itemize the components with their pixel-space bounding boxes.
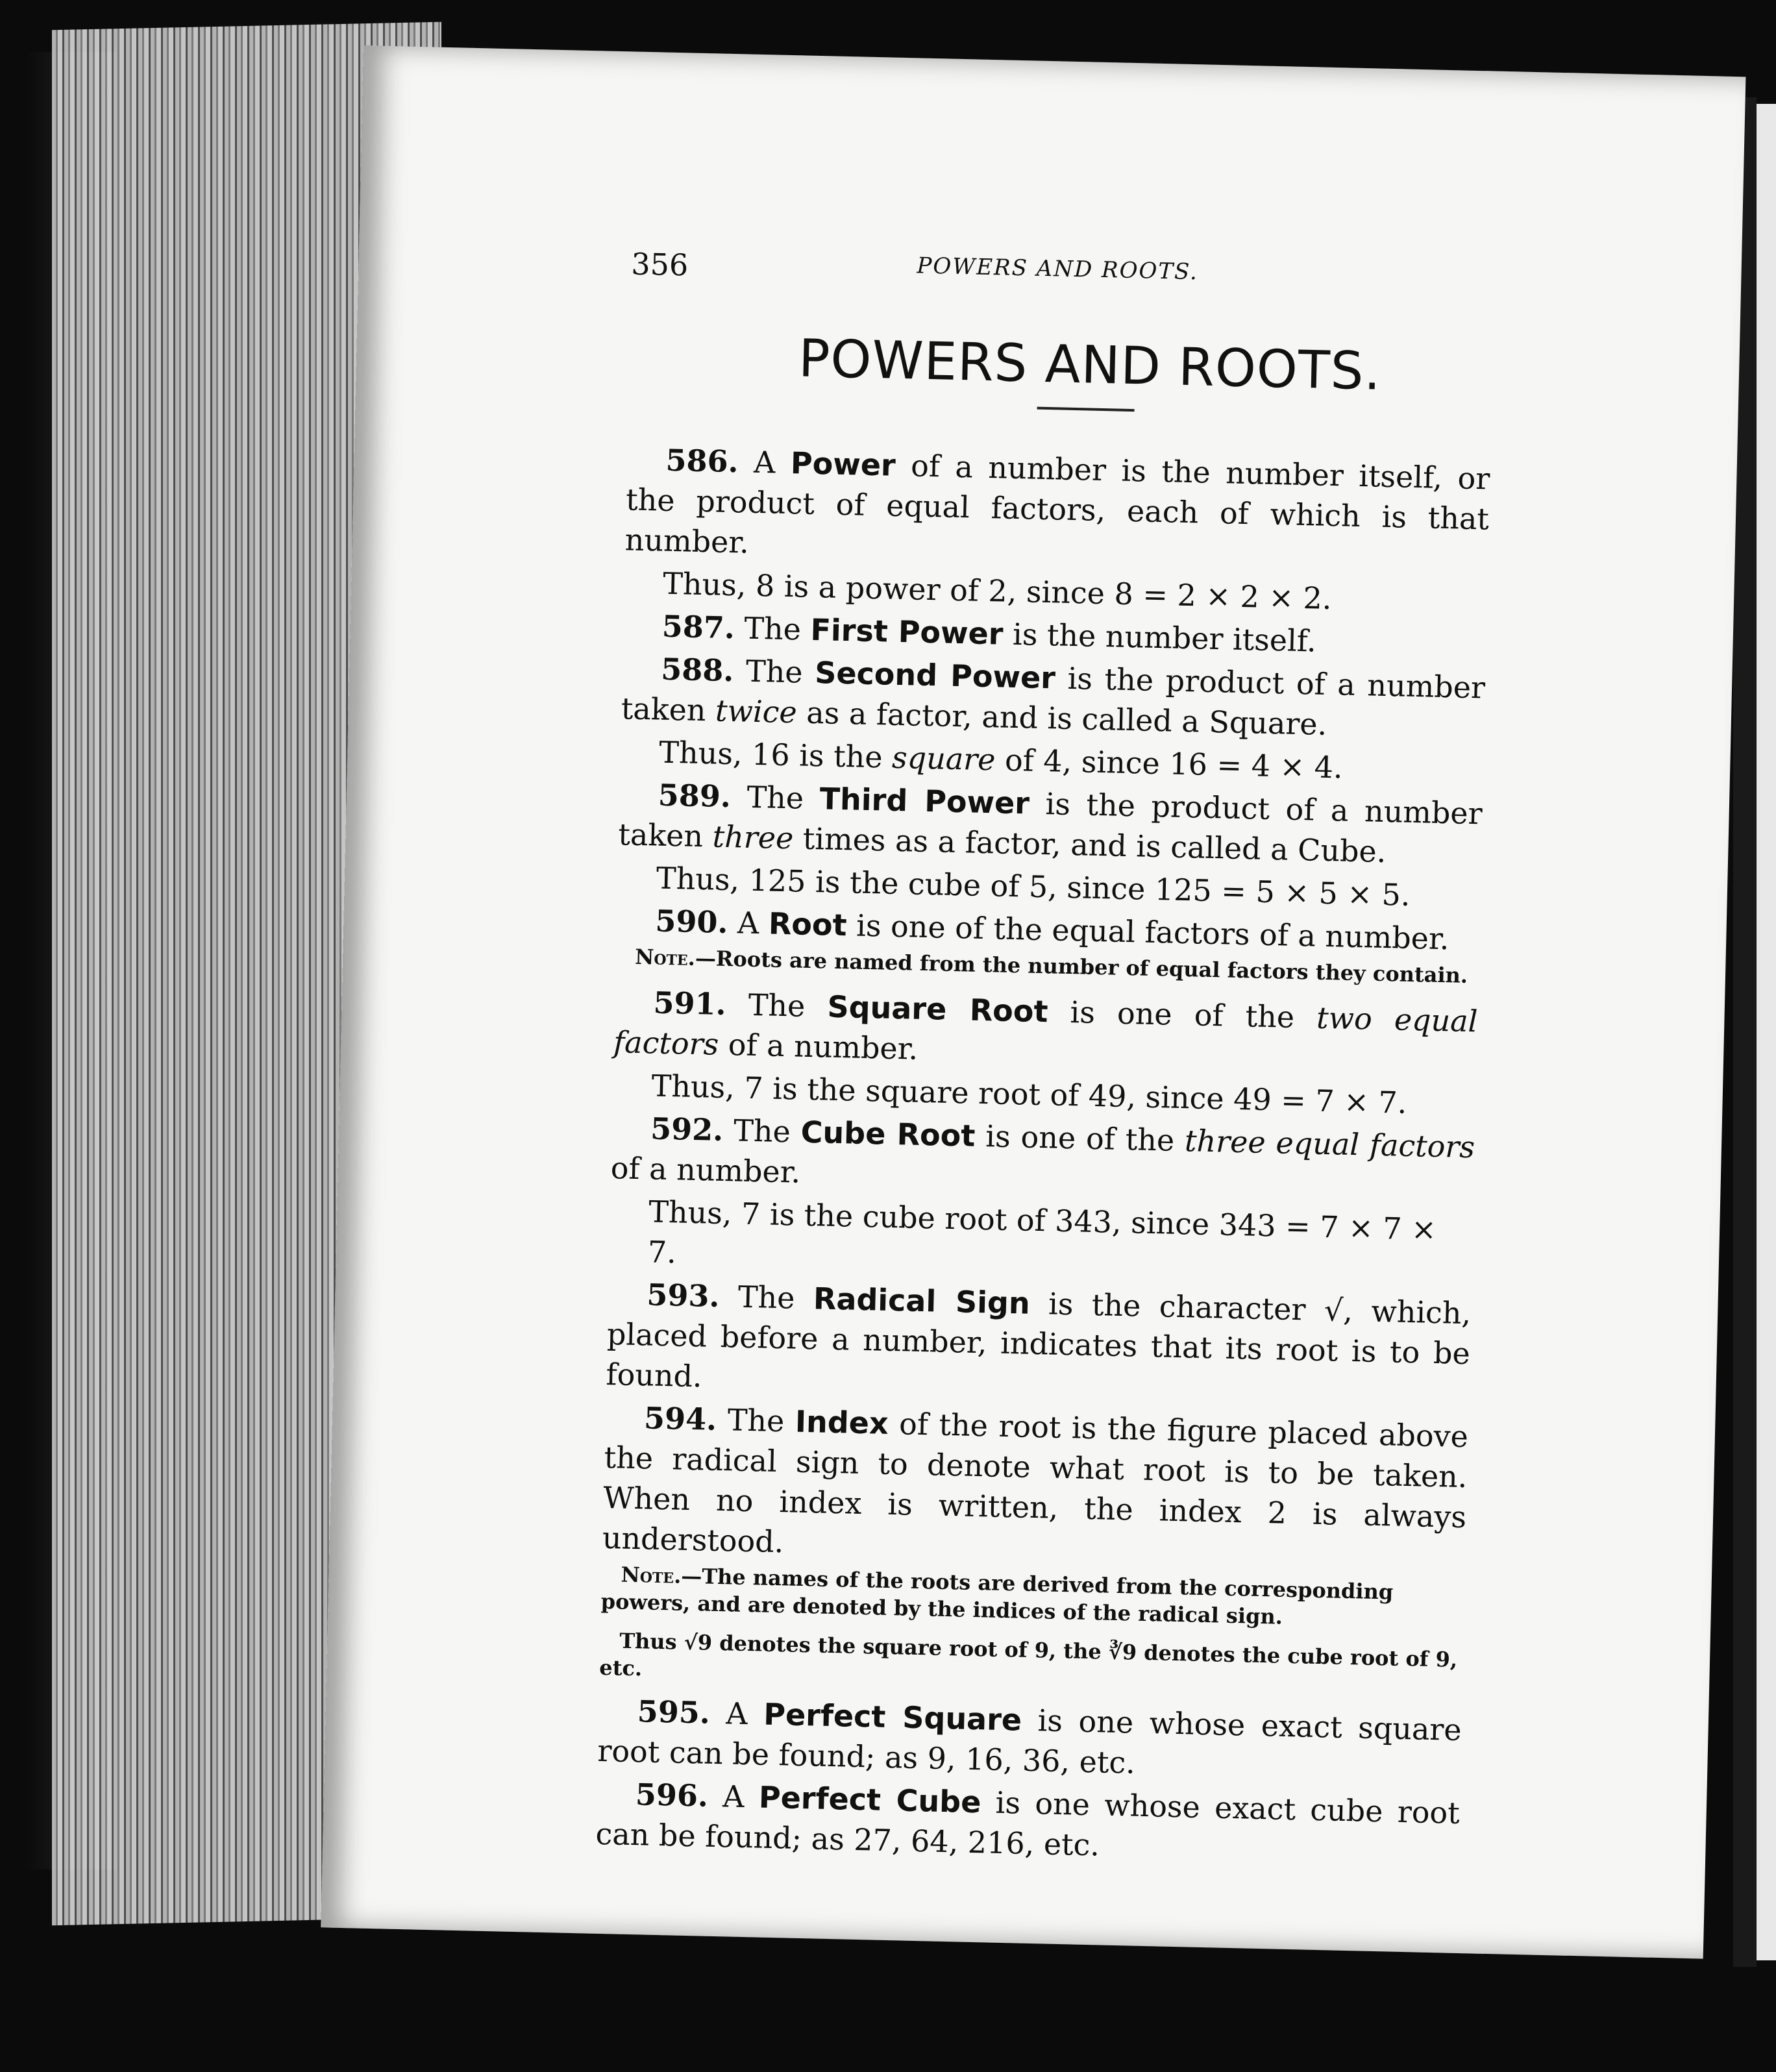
section-594 — [602, 1397, 1468, 1577]
note-label: Note. — [634, 944, 696, 970]
chapter-title: POWERS AND ROOTS. — [798, 328, 1382, 402]
defined-term: Perfect Cube — [758, 1779, 982, 1820]
section-lead: The — [746, 779, 804, 816]
running-title: POWERS AND ROOTS. — [917, 253, 1199, 286]
section-text: times as a factor, and is called a Cube. — [802, 820, 1387, 870]
section-lead: The — [748, 987, 806, 1024]
radical-example: Thus √9 denotes the square root of 9, the ∛9 denotes the cube root of 9, etc. — [598, 1628, 1458, 1681]
section-lead: A — [722, 1779, 745, 1814]
section-number: 594. — [643, 1400, 717, 1437]
section-text: is one whose exact cube root can be found; as 27, 64, 216, etc. — [595, 1784, 1461, 1863]
section-text: is one of the equal factors of a number. — [856, 907, 1450, 957]
section-number: 591. — [653, 985, 727, 1022]
title-rule — [1037, 407, 1135, 412]
defined-term: Root — [768, 906, 848, 943]
emphasis: three equal factors — [1184, 1123, 1475, 1165]
section-589 — [618, 774, 1483, 874]
section-number: 593. — [646, 1277, 721, 1314]
section-text: of the root is the figure placed above the radical sign to denote what root is to be taken. When no index is written, the index 2 is always understood. — [602, 1406, 1469, 1560]
defined-term: Radical Sign — [813, 1281, 1031, 1321]
example-text: of 4, since 16 = 4 × 4. — [1004, 742, 1344, 785]
section-588 — [621, 648, 1485, 748]
defined-term: Cube Root — [800, 1114, 976, 1153]
page-text — [595, 246, 1495, 1876]
section-number: 587. — [661, 608, 735, 646]
section-lead: The — [743, 610, 802, 647]
defined-term: Index — [795, 1403, 889, 1441]
emphasis: three — [712, 819, 794, 856]
page-number: 356 — [630, 246, 689, 283]
section-595 — [597, 1690, 1462, 1790]
section-number: 588. — [660, 651, 734, 689]
example-text: Thus, 16 is the — [658, 734, 883, 775]
section-591 — [613, 981, 1478, 1081]
section-lead: A — [753, 444, 776, 480]
section-lead: The — [727, 1402, 785, 1439]
emphasis: two equal factors — [613, 1000, 1478, 1062]
section-592 — [610, 1107, 1475, 1207]
defined-term: Square Root — [826, 989, 1049, 1030]
section-lead: The — [737, 1279, 796, 1316]
note-label: Note. — [621, 1562, 682, 1588]
note-text: —The names of the roots are derived from the corresponding powers, and are denoted by the indices of the radical sign. — [600, 1563, 1394, 1629]
section-lead: A — [725, 1696, 748, 1732]
running-head — [630, 246, 1494, 317]
facing-page-edge — [1757, 104, 1776, 1960]
note-text: —Roots are named from the number of equal factors they contain. — [695, 945, 1468, 988]
section-text: of a number is the number itself, or the product of equal factors, each of which is that number. — [624, 448, 1490, 560]
section-text: is the product of a number taken — [621, 660, 1486, 728]
emphasis: twice — [715, 693, 798, 730]
defined-term: First Power — [809, 611, 1004, 652]
section-number: 595. — [637, 1694, 711, 1731]
example-591: Thus, 7 is the square root of 49, since 49 = 7 × 7. — [651, 1068, 1408, 1120]
section-593 — [606, 1274, 1472, 1414]
section-number: 586. — [665, 442, 739, 480]
section-lead: A — [737, 905, 759, 941]
section-text: is the product of a number taken — [617, 786, 1483, 854]
section-number: 589. — [658, 777, 732, 815]
section-text: as a factor, and is called a Square. — [806, 695, 1327, 742]
section-lead: The — [733, 1113, 791, 1150]
section-596 — [595, 1773, 1460, 1873]
section-text: of a number. — [728, 1027, 919, 1067]
defined-term: Third Power — [819, 781, 1030, 821]
section-586 — [624, 439, 1490, 579]
section-text: is the number itself. — [1012, 616, 1317, 659]
defined-term: Second Power — [814, 655, 1056, 696]
section-text: is the character √, which, placed before a number, indicates that its root is to be found. — [606, 1286, 1472, 1394]
section-number: 590. — [654, 903, 729, 941]
section-number: 596. — [635, 1777, 709, 1814]
defined-term: Power — [790, 445, 896, 483]
section-lead: The — [745, 653, 804, 690]
section-text: of a number. — [610, 1150, 801, 1190]
defined-term: Perfect Square — [763, 1696, 1022, 1738]
book-page — [321, 45, 1745, 1959]
emphasis: square — [891, 739, 996, 778]
section-text: is one of the — [985, 1118, 1175, 1158]
example-589: Thus, 125 is the cube of 5, since 125 = 5 × 5 × 5. — [656, 860, 1411, 913]
section-text: is one of the — [1070, 994, 1295, 1035]
section-number: 592. — [650, 1111, 724, 1148]
example-592: Thus, 7 is the cube root of 343, since 343 = 7 × 7 × 7. — [647, 1194, 1437, 1270]
example-586: Thus, 8 is a power of 2, since 8 = 2 × 2 × 2. — [662, 565, 1333, 617]
section-text: is one whose exact square root can be found; as 9, 16, 36, etc. — [597, 1703, 1462, 1781]
